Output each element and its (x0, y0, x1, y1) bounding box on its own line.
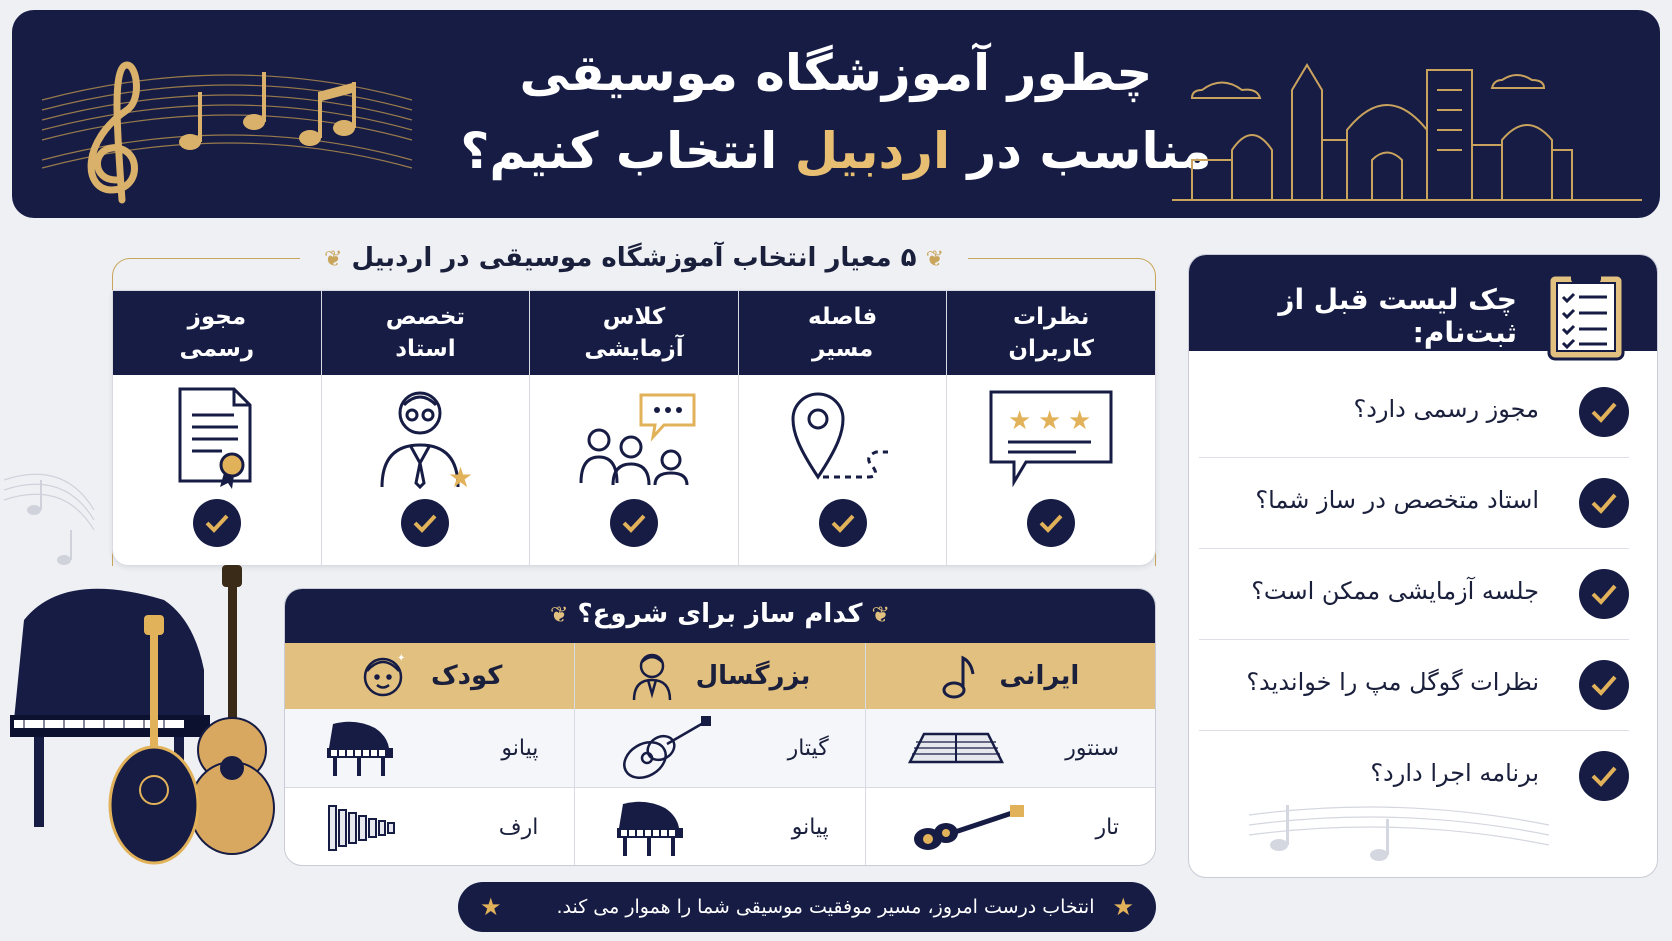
music-note-icon (941, 652, 977, 700)
criteria-title-text: ۵ معیار انتخاب آموزشگاه موسیقی در اردبیل (351, 243, 917, 273)
criterion-header (530, 291, 738, 375)
checkmark-icon (401, 499, 449, 547)
clipboard-icon (1545, 265, 1627, 361)
column-header-label: ایرانی (999, 661, 1080, 691)
svg-text:✦: ✦ (396, 653, 406, 664)
child-icon (357, 649, 409, 703)
instrument-row (285, 788, 574, 866)
criterion-label-1: فاصله (807, 304, 878, 330)
tar-icon (906, 803, 1026, 853)
xylophone-icon (325, 802, 401, 854)
instrument-column-header (575, 643, 864, 709)
adult-icon (630, 650, 674, 702)
checklist-header (1189, 255, 1657, 351)
checklist-item (1199, 367, 1629, 458)
instrument-row (866, 709, 1155, 788)
criterion-label-1: تخصص (385, 304, 466, 330)
svg-text:★: ★ (1038, 406, 1062, 436)
instrument-label: پیانو (791, 815, 829, 840)
checklist-item-text: جلسه آزمایشی ممکن است؟ (1251, 577, 1539, 605)
registration-checklist (1188, 254, 1658, 878)
svg-text:★: ★ (448, 461, 474, 491)
city-skyline-illustration (1172, 50, 1642, 210)
teacher-icon (370, 383, 480, 491)
criterion-label-2: آزمایشی (584, 336, 684, 362)
star-icon: ★ (1112, 893, 1134, 921)
location-pin-icon (788, 387, 898, 487)
criterion-label-2: رسمی (179, 336, 255, 362)
instrument-table-title: کدام ساز برای شروع؟ (577, 599, 863, 629)
criterion-label-2: کاربران (1008, 336, 1095, 362)
checklist-item (1199, 549, 1629, 640)
footer-text: انتخاب درست امروز، مسیر موفقیت موسیقی شما را هموار می کند. (556, 896, 1095, 918)
piano-icon (325, 718, 395, 778)
criterion-header (322, 291, 530, 375)
instrument-column-header (285, 643, 574, 709)
instrument-label: سنتور (1065, 735, 1119, 761)
instrument-row (575, 788, 864, 866)
title-prefix: مناسب در (967, 122, 1212, 180)
criterion-user-reviews (946, 291, 1155, 565)
criterion-label-2: مسیر (811, 336, 874, 362)
criterion-label-1: نظرات (1013, 304, 1090, 330)
criterion-header (739, 291, 947, 375)
instrument-row (575, 709, 864, 788)
santur-icon (906, 728, 1006, 768)
title-city-highlight: اردبیل (794, 122, 951, 180)
checklist-item (1199, 640, 1629, 731)
faded-music-staff-decoration (1249, 775, 1549, 865)
checklist-item (1199, 458, 1629, 549)
svg-text:★: ★ (1008, 406, 1032, 436)
criterion-header (947, 291, 1155, 375)
criterion-distance (738, 291, 947, 565)
header-banner (12, 10, 1660, 218)
checklist-item-text: نظرات گوگل مپ را خواندید؟ (1246, 668, 1539, 696)
checklist-item-text: استاد متخصص در ساز شما؟ (1255, 486, 1539, 514)
title-suffix: انتخاب کنیم؟ (460, 122, 778, 180)
footer-banner (458, 882, 1156, 932)
criterion-trial-class (529, 291, 738, 565)
instruments-illustration (4, 450, 294, 880)
checkmark-icon (1579, 478, 1629, 528)
svg-text:★: ★ (1068, 406, 1092, 436)
criteria-title: ❦ ۵ معیار انتخاب آموزشگاه موسیقی در اردبیل ❦ (300, 238, 968, 278)
instrument-column-header (866, 643, 1155, 709)
review-stars-icon (986, 387, 1116, 487)
guitar-icon (615, 716, 715, 780)
instrument-selection-table (284, 588, 1156, 866)
checkmark-icon (610, 499, 658, 547)
page-title-line1: چطور آموزشگاه موسیقی (519, 44, 1153, 102)
checklist-title: چک لیست قبل از ثبت‌نام: (1278, 283, 1517, 349)
instrument-column-child (285, 643, 574, 866)
instrument-label: تار (1095, 815, 1119, 840)
piano-icon (615, 798, 685, 858)
instrument-table-header: ❦ کدام ساز برای شروع؟ ❦ (285, 589, 1155, 643)
checkmark-icon (1579, 751, 1629, 801)
star-icon: ★ (480, 893, 502, 921)
checkmark-icon (819, 499, 867, 547)
criterion-label-1: مجوز (187, 304, 247, 330)
checkmark-icon (1579, 387, 1629, 437)
instrument-label: گیتار (787, 735, 829, 761)
column-header-label: بزرگسال (695, 661, 811, 691)
checkmark-icon (1027, 499, 1075, 547)
criterion-header (113, 291, 321, 375)
group-chat-icon (569, 385, 699, 489)
checklist-item-text: برنامه اجرا دارد؟ (1370, 759, 1539, 787)
instrument-row (285, 709, 574, 788)
criterion-label-1: کلاس (602, 304, 666, 330)
criterion-label-2: استاد (395, 336, 456, 362)
instrument-column-adult (574, 643, 864, 866)
checkmark-icon (1579, 660, 1629, 710)
instrument-row (866, 788, 1155, 866)
instrument-label: پیانو (501, 735, 539, 761)
criterion-teacher-expertise (321, 291, 530, 565)
instrument-label: ارف (498, 815, 539, 840)
column-header-label: کودک (430, 661, 503, 691)
checkmark-icon (1579, 569, 1629, 619)
instrument-column-iranian (865, 643, 1155, 866)
checklist-item-text: مجوز رسمی دارد؟ (1353, 395, 1539, 423)
